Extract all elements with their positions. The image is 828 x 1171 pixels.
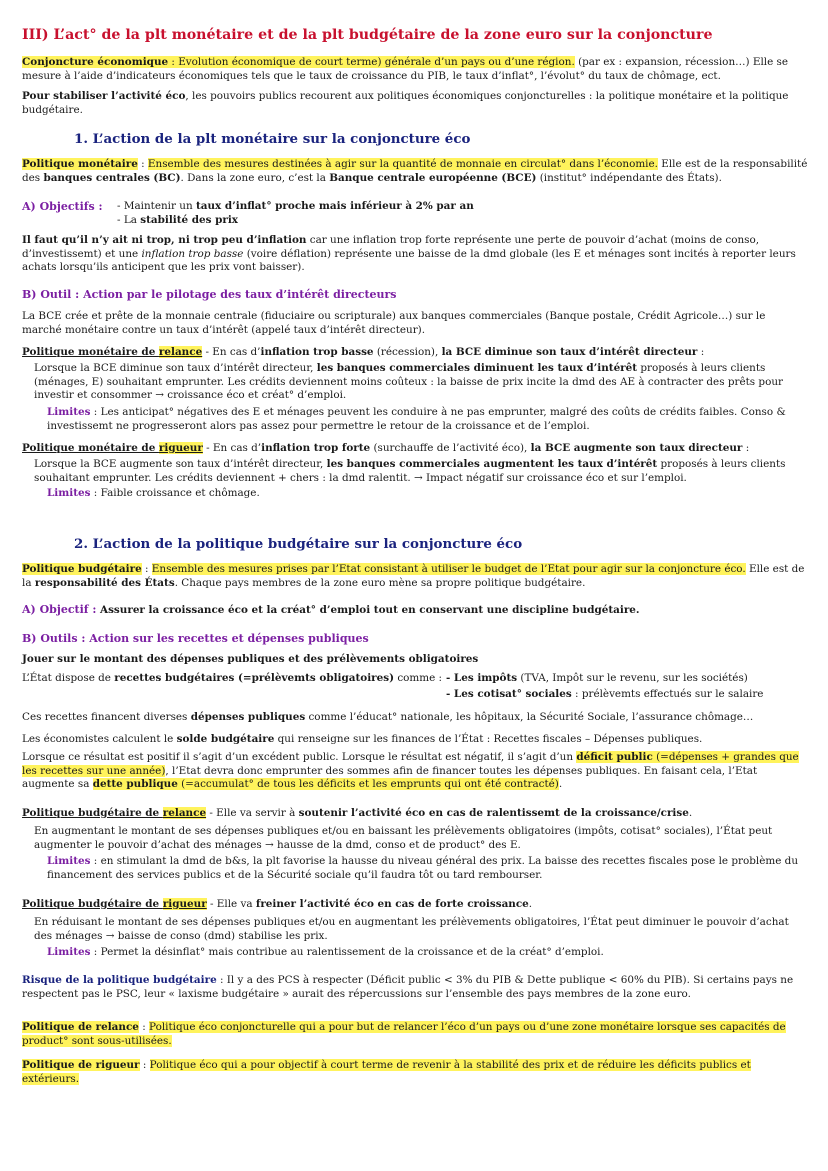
politique-budgetaire-definition (22, 563, 808, 590)
def-politique-relance (22, 1021, 808, 1048)
pb-impots (446, 672, 748, 686)
pb-deficit-dette (22, 751, 808, 792)
pb-def-p2: . Chaque pays membres de la zone euro mène sa propre politique budgétaire. (174, 576, 586, 589)
pb-def-highlight: Ensemble des mesures prises par l’Etat consistant à utiliser le budget de l’Etat pour agir sur la conjoncture éco. (151, 563, 746, 575)
pm-relance-body-bold: les banques commerciales diminuent les taux d’intérêt (316, 362, 638, 374)
pm-relance-b1: inflation trop basse (260, 346, 374, 358)
inflation-paragraph (22, 234, 808, 275)
pb-rigueur-limites (22, 946, 808, 960)
pb-depenses-p2: comme l’éducat° nationale, les hôpitaux, la Sécurité Sociale, l’assurance chômage… (305, 711, 754, 723)
pb-deficit-bold: déficit public (576, 751, 653, 763)
pb-depenses (22, 711, 808, 725)
pm-rigueur-title (22, 442, 808, 456)
pb-deficit-p1: Lorsque ce résultat est positif il s’agit d’un excédent public. Lorsque le résultat est négatif, il s’agit d’un (22, 751, 577, 763)
objectif-1 (117, 200, 474, 214)
conjoncture-sep: : (168, 56, 179, 68)
pb-rigueur-title (22, 898, 808, 912)
objectifs-label: A) Objectifs : (22, 200, 103, 213)
pb-rigueur-title-b: rigueur (162, 898, 207, 910)
pm-rigueur-body (22, 458, 808, 485)
pm-rigueur-title-a: Politique monétaire de (22, 442, 159, 454)
pm-relance-title-a: Politique monétaire de (22, 346, 159, 358)
pm-def-p3: (institut° indépendante des États). (536, 171, 722, 184)
pm-relance-limites-label: Limites (47, 406, 91, 418)
outil-text: La BCE crée et prête de la monnaie centrale (fiduciaire ou scripturale) aux banques commerciales (Banque postale, Crédit Agricole…) sur le marché monétaire contre un taux d’intérêt (appelé taux d’intérêt directeur). (22, 310, 766, 336)
pb-recettes-p2: comme : (394, 672, 443, 684)
pm-rigueur-body-p2: proposés à leurs clients souhaitant emprunter. Les crédits deviennent + chers : la dmd ralentit. → Impact négatif sur croissance éco et sur l’emploi. (34, 458, 786, 484)
def-rigueur-sep: : (139, 1059, 150, 1071)
pm-relance-body (22, 362, 808, 403)
pb-jouer: Jouer sur le montant des dépenses publiques et des prélèvements obligatoires (22, 653, 479, 665)
pb-rigueur-title-a: Politique budgétaire de (22, 898, 163, 910)
pb-relance-limites-text: : en stimulant la dmd de b&s, la plt favorise la hausse du niveau général des prix. La baisse des recettes fiscales pose le problème du financement des services publics et de la Sécurité sociale qu’il faudra tôt ou tard rembourser. (47, 855, 799, 881)
pm-relance-limites-text: : Les anticipat° négatives des E et ménages peuvent les conduire à ne pas emprunter, malgré des coûts de crédits faibles. Conso & investissemt ne progresseront alors pas assez pour permettre le retour de la croissance et de l’emploi. (47, 406, 786, 432)
pm-relance-p1: - En cas d’ (202, 346, 261, 358)
def-rigueur-highlight: Politique éco qui a pour objectif à court terme de revenir à la stabilité des prix et de réduire les déficits publics et extérieurs. (22, 1059, 751, 1085)
pb-solde-p2: qui renseigne sur les finances de l’État : Recettes fiscales – Dépenses publiques. (274, 733, 703, 745)
pm-rigueur-b1: inflation trop forte (261, 442, 371, 454)
stabiliser-paragraph (22, 90, 808, 117)
pb-rigueur-end: . (528, 898, 533, 910)
pm-rigueur-p3: : (742, 442, 750, 454)
politique-monetaire-definition (22, 158, 808, 185)
pm-rigueur-body-p1: Lorsque la BCE augmente son taux d’intérêt directeur, (34, 458, 327, 470)
def-relance-sep: : (138, 1021, 150, 1033)
def-politique-rigueur (22, 1059, 808, 1086)
pb-relance-bold: soutenir l’activité éco en cas de ralentissemt de la croissance/crise (298, 807, 689, 819)
pb-relance-body: En augmentant le montant de ses dépenses publiques et/ou en baissant les prélèvements obligatoires (impôts, cotisat° sociales), l’État peut augmenter le pouvoir d’achat des ménages → hausse de la dmd, conso et de product° des E. (34, 825, 773, 851)
pb-rigueur-body: En réduisant le montant de ses dépenses publiques et/ou en augmentant les prélèvements obligatoires, l’État peut diminuer le pouvoir d’achat des ménages → baisse de conso (dmd) stabilise les prix. (34, 916, 789, 942)
pb-cotisations-bold: - Les cotisat° sociales (446, 688, 572, 700)
def-relance-term: Politique de relance (22, 1021, 139, 1033)
pm-def-p1: Elle est de la responsabilité des (22, 158, 808, 184)
pm-def-highlight: Ensemble des mesures destinées à agir sur la quantité de monnaie en circulat° dans l’économie. (147, 158, 658, 170)
pb-outils-heading: B) Outils : Action sur les recettes et dépenses publiques (22, 632, 369, 645)
pm-rigueur-p2: (surchauffe de l’activité éco), (370, 442, 531, 454)
pb-dette-highlight: (=accumulat° de tous les déficits et les emprunts qui ont été contracté) (177, 778, 559, 791)
def-relance-highlight: Politique éco conjoncturelle qui a pour but de relancer l’éco d’un pays ou d’une zone monétaire lorsque ses capacités de product° sont sous-utilisées. (22, 1021, 786, 1047)
inflation-p1: car une inflation trop forte représente une perte de pouvoir d’achat (moins de conso, d’investissemt) et une (22, 234, 760, 260)
pb-relance-limites-label: Limites (47, 855, 91, 867)
pb-rigueur-limites-label: Limites (47, 946, 91, 958)
pm-bce: Banque centrale européenne (BCE) (329, 171, 537, 184)
pm-rigueur-body-bold: les banques commerciales augmentent les taux d’intérêt (326, 458, 658, 470)
stabiliser-rest: , les pouvoirs publics recourent aux politiques économiques conjoncturelles : la politique monétaire et la politique budgétaire. (22, 90, 789, 116)
objectif-2 (117, 214, 238, 228)
pm-sep: : (137, 158, 148, 170)
pb-relance-title-a: Politique budgétaire de (22, 807, 163, 819)
pb-risque-label: Risque de la politique budgétaire (22, 974, 217, 986)
pm-relance-body-p2: proposés à leurs clients (ménages, E) souhaitant emprunter. Les crédits deviennent moins coûteux : la baisse de prix incite la dmd des AE à contracter des prêts pour investir et consommer → croissance éco et créat° d’emploi. (34, 362, 783, 402)
pb-depenses-bold: dépenses publiques (190, 711, 306, 723)
pb-solde-bold: solde budgétaire (176, 733, 275, 745)
pm-rigueur-limites-label: Limites (47, 487, 91, 499)
pb-relance-p1: - Elle va servir à (206, 807, 299, 819)
pb-relance-end: . (688, 807, 693, 819)
pm-term: Politique monétaire (22, 158, 138, 170)
conjoncture-rest: (par ex : expansion, récession…) Elle se mesure à l’aide d’indicateurs économiques tels que le taux de croissance du PIB, le taux d’inflat°, l’évolut° du taux de chômage, ect. (22, 56, 789, 82)
pb-cotisations-text: : prélèvemts effectués sur le salaire (571, 688, 764, 700)
pm-rigueur-limites (22, 487, 808, 501)
pb-def-bold: responsabilité des États (34, 576, 175, 589)
inflation-p2: (voire déflation) représente une baisse de la dmd globale (les E et ménages sont incités à reporter leurs achats lorsqu’ils anticipent que les prix vont baisser). (22, 247, 796, 274)
def-rigueur-term: Politique de rigueur (22, 1059, 140, 1071)
pb-deficit-highlight: (=dépenses + grandes que les recettes sur une année) (22, 751, 799, 777)
section1-heading: 1. L’action de la plt monétaire sur la conjoncture éco (74, 131, 471, 147)
pb-risque (22, 974, 808, 1001)
pb-deficit-p2: , l’Etat devra donc emprunter des sommes afin de financer toutes les dépenses publiques. En faisant cela, l’Etat augmente sa (22, 764, 758, 791)
conjoncture-def-highlight: Evolution économique de court terme) générale d’un pays ou d’une région. (178, 56, 575, 68)
pm-relance-p2: (récession), (373, 346, 442, 358)
pm-relance-p3: : (697, 346, 705, 358)
inflation-italic: inflation trop basse (141, 247, 244, 260)
pm-relance-b2: la BCE diminue son taux d’intérêt directeur (441, 346, 698, 358)
pm-rigueur-limites-text: : Faible croissance et chômage. (90, 487, 260, 499)
pm-def-p2: . Dans la zone euro, c’est la (180, 171, 330, 184)
objectifs-block (22, 200, 808, 228)
conjoncture-term: Conjoncture économique (22, 56, 169, 68)
pb-def-p1: Elle est de la (22, 563, 805, 589)
pm-relance-title (22, 346, 808, 360)
pm-rigueur-p1: - En cas d’ (202, 442, 262, 454)
pb-relance-title (22, 807, 808, 821)
pm-relance-title-b: relance (158, 346, 203, 358)
pb-solde-p1: Les économistes calculent le (22, 733, 177, 745)
pb-risque-text: : Il y a des PCS à respecter (Déficit public < 3% du PIB & Dette publique < 60% du PIB). Si certains pays ne respectent pas le PSC, leur « laxisme budgétaire » aurait des répercussions sur l’ensemble des pays membres de la zone euro. (22, 974, 794, 1000)
pm-relance-body-p1: Lorsque la BCE diminue son taux d’intérêt directeur, (34, 362, 317, 374)
objectif-1-bold: taux d’inflat° proche mais inférieur à 2% par an (195, 200, 474, 212)
pb-cotisations (446, 688, 763, 702)
stabiliser-bold: Pour stabiliser l’activité éco (22, 90, 186, 102)
pb-impots-bold: - Les impôts (446, 672, 518, 684)
pb-rigueur-limites-text: : Permet la désinflat° mais contribue au ralentissement de la croissance et de la créat° d’emploi. (90, 946, 604, 958)
pb-relance-limites (22, 855, 808, 882)
pb-solde (22, 733, 808, 747)
objectif-1-pre: - Maintenir un (117, 200, 196, 212)
pb-recettes-intro (22, 672, 442, 686)
conjoncture-definition (22, 56, 808, 83)
pb-recettes-bold: recettes budgétaires (=prélèvemts obligatoires) (114, 672, 395, 684)
pb-impots-text: (TVA, Impôt sur le revenu, sur les sociétés) (517, 672, 748, 684)
pb-objectif-label: A) Objectif : (22, 603, 97, 616)
pb-relance-title-b: relance (162, 807, 207, 819)
pb-dette-bold: dette publique (92, 778, 178, 791)
pb-depenses-p1: Ces recettes financent diverses (22, 711, 191, 723)
pb-dette-end: . (558, 778, 563, 791)
objectif-2-bold: stabilité des prix (140, 214, 238, 226)
pb-recettes (22, 672, 808, 702)
pm-rigueur-title-b: rigueur (158, 442, 203, 454)
section2-heading: 2. L’action de la politique budgétaire sur la conjoncture éco (74, 536, 523, 552)
pb-rigueur-bold: freiner l’activité éco en cas de forte croissance (255, 898, 529, 910)
pm-relance-limites (22, 406, 808, 433)
pb-sep: : (141, 563, 152, 575)
pb-objectif-text: Assurer la croissance éco et la créat° d’emploi tout en conservant une discipline budgétaire. (96, 604, 640, 616)
pm-rigueur-b2: la BCE augmente son taux directeur (530, 442, 743, 454)
outil-heading: B) Outil : Action par le pilotage des taux d’intérêt directeurs (22, 288, 397, 301)
pm-bc: banques centrales (BC) (43, 171, 181, 184)
main-title: III) L’act° de la plt monétaire et de la plt budgétaire de la zone euro sur la conjoncture (22, 27, 713, 43)
pb-recettes-p1: L’État dispose de (22, 672, 115, 684)
objectif-2-pre: - La (117, 214, 141, 226)
pb-rigueur-p1: - Elle va (206, 898, 256, 910)
pb-term: Politique budgétaire (22, 563, 142, 575)
pb-objectif (22, 603, 808, 618)
inflation-bold: Il faut qu’il n’y ait ni trop, ni trop peu d’inflation (22, 234, 307, 246)
